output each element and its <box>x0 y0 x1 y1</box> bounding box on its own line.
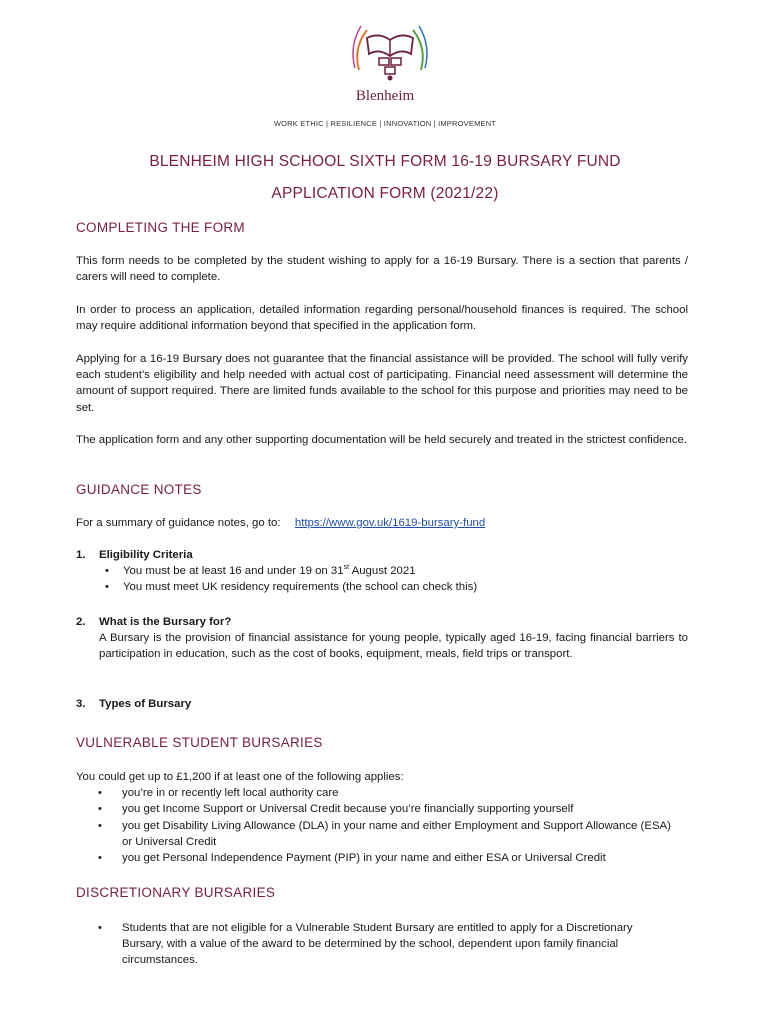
list-item: • you’re in or recently left local authority care <box>76 785 676 801</box>
list-item: • Students that are not eligible for a Vulnerable Student Bursary are entitled to apply for a Discretionary Bursary, with a value of the award to be determined by the school, dependent upon family financial circumstances. <box>98 922 633 967</box>
bullet-icon: • <box>98 852 102 865</box>
item-title: Eligibility Criteria <box>99 549 193 561</box>
item-title: What is the Bursary for? <box>99 616 232 628</box>
bullet-icon: • <box>105 565 109 578</box>
item-number: 2. <box>76 616 86 628</box>
discretionary-section <box>76 920 688 969</box>
completing-paragraph-3: Applying for a 16-19 Bursary does not guarantee that the financial assistance will be provided. The school will fully verify each student’s eligibility and help needed with actual cost of participating. Financial need assessment will determine the amount of support required. There are limited funds available to the school for this purpose and priorities may need to be set. <box>76 353 688 414</box>
bullet-icon: • <box>98 922 102 934</box>
completing-heading: COMPLETING THE FORM <box>76 220 245 235</box>
list-item: • you get Disability Living Allowance (DLA) in your name and either Employment and Support Allowance (ESA) or Universal Credit <box>98 819 671 848</box>
guidance-item-eligibility <box>76 547 688 596</box>
page-subtitle: APPLICATION FORM (2021/22) <box>271 185 499 202</box>
bullet-icon: • <box>105 581 109 594</box>
bullet-icon: • <box>98 819 102 832</box>
vulnerable-heading: VULNERABLE STUDENT BURSARIES <box>76 735 323 750</box>
discretionary-heading: DISCRETIONARY BURSARIES <box>76 885 276 900</box>
item-body: A Bursary is the provision of financial assistance for young people, typically aged 16-19, facing financial barriers to participation in education, such as the cost of books, equipment, meals, field trips or transport. <box>99 632 688 661</box>
list-item: • You must be at least 16 and under 19 on 31st August 2021 <box>99 563 688 579</box>
page-title: BLENHEIM HIGH SCHOOL SIXTH FORM 16-19 BURSARY FUND <box>149 153 621 170</box>
guidance-item-purpose <box>76 614 688 663</box>
item-title: Types of Bursary <box>99 698 192 710</box>
completing-paragraph-1: This form needs to be completed by the student wishing to apply for a 16-19 Bursary. There is a section that parents / carers will need to complete. <box>76 255 688 284</box>
vulnerable-section <box>76 769 688 866</box>
vulnerable-intro: You could get up to £1,200 if at least one of the following applies: <box>76 771 404 783</box>
vulnerable-bullets <box>76 785 676 866</box>
item-number: 3. <box>76 698 86 710</box>
school-motto: WORK ETHIC | RESILIENCE | INNOVATION | IMPROVEMENT <box>273 119 497 128</box>
bullet-icon: • <box>98 787 102 800</box>
bullet-icon: • <box>98 803 102 816</box>
guidance-heading: GUIDANCE NOTES <box>76 482 202 497</box>
item-number: 1. <box>76 549 86 561</box>
school-name: Blenheim <box>355 88 415 104</box>
list-item: • you get Income Support or Universal Credit because you’re financially supporting yourself <box>76 801 676 817</box>
completing-paragraph-2: In order to process an application, detailed information regarding personal/household finances is required. The school may require additional information beyond that specified in the application form. <box>76 304 688 333</box>
eligibility-bullets <box>99 563 688 595</box>
list-item: • you get Personal Independence Payment (PIP) in your name and either ESA or Universal Credit <box>76 850 676 866</box>
list-item: • You must meet UK residency requirements (the school can check this) <box>99 579 688 595</box>
bursary-fund-link[interactable]: https://www.gov.uk/1619-bursary-fund <box>294 517 486 529</box>
guidance-intro-line <box>76 515 688 531</box>
guidance-item-types <box>76 696 688 712</box>
completing-paragraph-4: The application form and any other supporting documentation will be held securely and treated in the strictest confidence. <box>76 434 688 446</box>
guidance-intro: For a summary of guidance notes, go to: <box>76 517 281 529</box>
discretionary-bullets <box>76 920 656 969</box>
